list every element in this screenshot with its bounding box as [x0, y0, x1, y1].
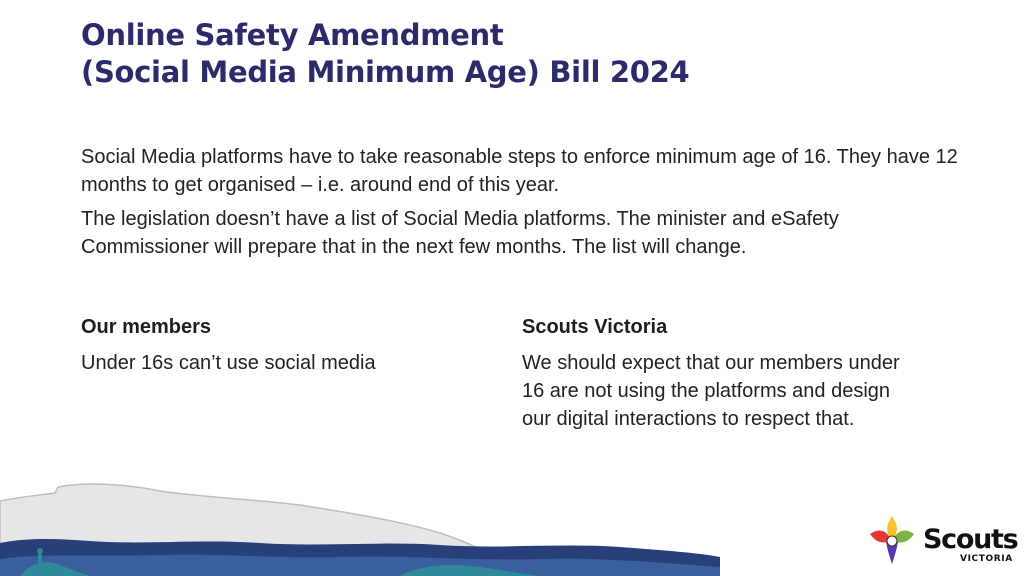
slide-title: [81, 17, 689, 91]
scouts-victoria-logo: [864, 512, 1024, 576]
scouts-victoria-column: [522, 313, 922, 433]
our-members-column: [81, 313, 481, 377]
scouts-victoria-text: We should expect that our members under 16 are not using the platforms and design our digital interactions to respect that.: [522, 352, 900, 430]
our-members-heading: Our members: [81, 316, 212, 338]
logo-wordmark: Scouts: [923, 524, 1018, 555]
slide-title-line-2: (Social Media Minimum Age) Bill 2024: [81, 55, 690, 89]
scenery-illustration: [0, 481, 720, 576]
our-members-text: Under 16s can’t use social media: [81, 352, 376, 374]
scouts-victoria-heading: Scouts Victoria: [522, 316, 668, 338]
logo-subtitle: VICTORIA: [960, 554, 1013, 564]
intro-text: [81, 143, 961, 267]
intro-paragraph-2: The legislation doesn’t have a list of Social Media platforms. The minister and eSafety Commissioner will prepare that in the next few months. The list will change.: [81, 208, 839, 258]
slide-title-line-1: Online Safety Amendment: [81, 18, 504, 52]
intro-paragraph-1: Social Media platforms have to take reasonable steps to enforce minimum age of 16. They have 12 months to get organised – i.e. around end of this year.: [81, 146, 958, 196]
scouts-emblem-icon: [864, 512, 920, 568]
